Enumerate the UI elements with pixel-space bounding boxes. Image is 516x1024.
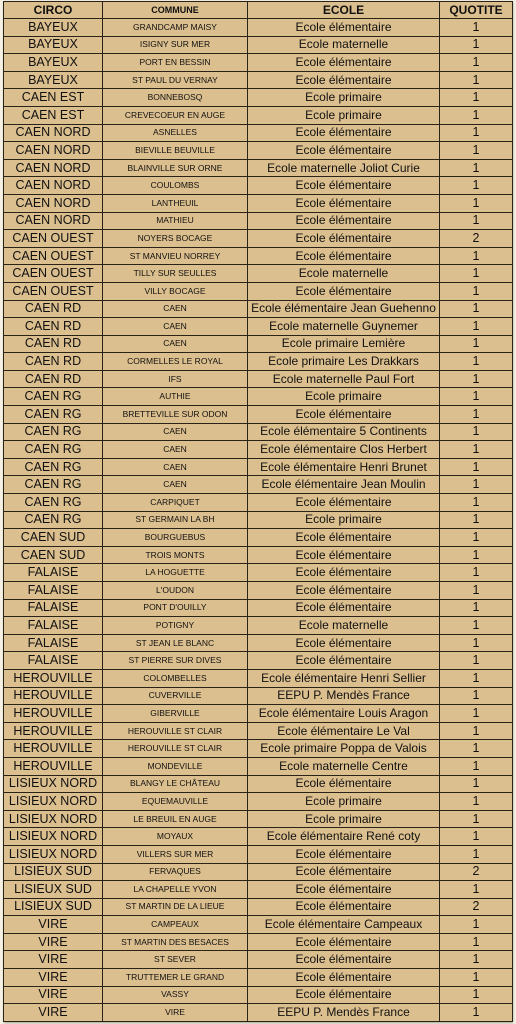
header-ecole: ECOLE bbox=[248, 2, 440, 19]
ecole-cell: Ecole élémentaire Jean Moulin bbox=[248, 476, 440, 494]
commune-cell: GRANDCAMP MAISY bbox=[103, 19, 248, 37]
table-row bbox=[4, 494, 513, 512]
commune-cell: VILLERS SUR MER bbox=[103, 845, 248, 863]
commune-cell: CAEN bbox=[103, 335, 248, 353]
table-row bbox=[4, 406, 513, 424]
commune-cell: BLANGY LE CHÂTEAU bbox=[103, 775, 248, 793]
commune-cell: ST GERMAIN LA BH bbox=[103, 511, 248, 529]
quotite-cell: 1 bbox=[440, 969, 513, 987]
circo-cell: CAEN NORD bbox=[4, 177, 103, 195]
commune-cell: COULOMBS bbox=[103, 177, 248, 195]
circo-cell: CAEN RD bbox=[4, 370, 103, 388]
ecole-cell: Ecole élémentaire Henri Brunet bbox=[248, 458, 440, 476]
circo-cell: BAYEUX bbox=[4, 36, 103, 54]
ecole-cell: Ecole primaire Lemière bbox=[248, 335, 440, 353]
table-row bbox=[4, 476, 513, 494]
table-row bbox=[4, 757, 513, 775]
quotite-cell: 1 bbox=[440, 265, 513, 283]
commune-cell: ST PAUL DU VERNAY bbox=[103, 71, 248, 89]
ecole-cell: Ecole élémentaire bbox=[248, 898, 440, 916]
table-row bbox=[4, 142, 513, 160]
commune-cell: CAEN bbox=[103, 476, 248, 494]
circo-cell: HEROUVILLE bbox=[4, 757, 103, 775]
commune-cell: BIEVILLE BEUVILLE bbox=[103, 142, 248, 160]
ecole-cell: Ecole élémentaire bbox=[248, 124, 440, 142]
ecole-cell: Ecole élémentaire bbox=[248, 582, 440, 600]
circo-cell: FALAISE bbox=[4, 599, 103, 617]
commune-cell: HEROUVILLE ST CLAIR bbox=[103, 740, 248, 758]
ecole-cell: Ecole primaire bbox=[248, 89, 440, 107]
quotite-cell: 1 bbox=[440, 370, 513, 388]
circo-cell: CAEN RG bbox=[4, 511, 103, 529]
circo-cell: CAEN OUEST bbox=[4, 230, 103, 248]
table-row bbox=[4, 282, 513, 300]
commune-cell: CAMPEAUX bbox=[103, 916, 248, 934]
circo-cell: FALAISE bbox=[4, 564, 103, 582]
circo-cell: CAEN RG bbox=[4, 423, 103, 441]
ecole-cell: Ecole élémentaire Jean Guehenno bbox=[248, 300, 440, 318]
circo-cell: CAEN RD bbox=[4, 353, 103, 371]
commune-cell: CAEN bbox=[103, 300, 248, 318]
circo-cell: CAEN RG bbox=[4, 458, 103, 476]
quotite-cell: 1 bbox=[440, 247, 513, 265]
table-row bbox=[4, 106, 513, 124]
quotite-cell: 1 bbox=[440, 916, 513, 934]
table-row bbox=[4, 230, 513, 248]
quotite-cell: 1 bbox=[440, 511, 513, 529]
header-circo: CIRCO bbox=[4, 2, 103, 19]
ecole-cell: Ecole maternelle Paul Fort bbox=[248, 370, 440, 388]
table-row bbox=[4, 564, 513, 582]
table-row bbox=[4, 159, 513, 177]
circo-cell: HEROUVILLE bbox=[4, 705, 103, 723]
circo-cell: CAEN RG bbox=[4, 476, 103, 494]
ecole-cell: Ecole élémentaire bbox=[248, 54, 440, 72]
circo-cell: BAYEUX bbox=[4, 54, 103, 72]
quotite-cell: 1 bbox=[440, 881, 513, 899]
quotite-cell: 1 bbox=[440, 212, 513, 230]
quotite-cell: 1 bbox=[440, 810, 513, 828]
circo-cell: LISIEUX NORD bbox=[4, 845, 103, 863]
table-row bbox=[4, 1004, 513, 1022]
circo-cell: VIRE bbox=[4, 1004, 103, 1022]
table-row bbox=[4, 652, 513, 670]
table-row bbox=[4, 353, 513, 371]
commune-cell: COLOMBELLES bbox=[103, 669, 248, 687]
quotite-cell: 1 bbox=[440, 124, 513, 142]
commune-cell: ST MARTIN DES BESACES bbox=[103, 933, 248, 951]
commune-cell: TILLY SUR SEULLES bbox=[103, 265, 248, 283]
ecole-cell: Ecole primaire bbox=[248, 106, 440, 124]
circo-cell: VIRE bbox=[4, 986, 103, 1004]
quotite-cell: 1 bbox=[440, 986, 513, 1004]
commune-cell: POTIGNY bbox=[103, 617, 248, 635]
quotite-cell: 1 bbox=[440, 177, 513, 195]
ecole-cell: Ecole élémentaire bbox=[248, 230, 440, 248]
quotite-cell: 1 bbox=[440, 106, 513, 124]
circo-cell: CAEN NORD bbox=[4, 212, 103, 230]
quotite-cell: 1 bbox=[440, 159, 513, 177]
ecole-cell: Ecole élémentaire bbox=[248, 546, 440, 564]
commune-cell: VILLY BOCAGE bbox=[103, 282, 248, 300]
circo-cell: VIRE bbox=[4, 951, 103, 969]
commune-cell: TROIS MONTS bbox=[103, 546, 248, 564]
ecole-cell: Ecole élémentaire bbox=[248, 775, 440, 793]
commune-cell: PORT EN BESSIN bbox=[103, 54, 248, 72]
quotite-cell: 1 bbox=[440, 652, 513, 670]
table-row bbox=[4, 687, 513, 705]
ecole-cell: Ecole élémentaire bbox=[248, 177, 440, 195]
commune-cell: CAEN bbox=[103, 318, 248, 336]
commune-cell: L'OUDON bbox=[103, 582, 248, 600]
table-row bbox=[4, 599, 513, 617]
ecole-cell: EEPU P. Mendès France bbox=[248, 687, 440, 705]
quotite-cell: 1 bbox=[440, 1004, 513, 1022]
commune-cell: FERVAQUES bbox=[103, 863, 248, 881]
quotite-cell: 1 bbox=[440, 757, 513, 775]
quotite-cell: 1 bbox=[440, 388, 513, 406]
table-row bbox=[4, 916, 513, 934]
table-row bbox=[4, 969, 513, 987]
quotite-cell: 1 bbox=[440, 300, 513, 318]
circo-cell: CAEN NORD bbox=[4, 142, 103, 160]
circo-cell: LISIEUX NORD bbox=[4, 810, 103, 828]
commune-cell: ST PIERRE SUR DIVES bbox=[103, 652, 248, 670]
quotite-cell: 1 bbox=[440, 705, 513, 723]
circo-cell: CAEN NORD bbox=[4, 159, 103, 177]
ecole-cell: Ecole élémentaire bbox=[248, 282, 440, 300]
table-row bbox=[4, 582, 513, 600]
ecole-cell: Ecole élémentaire bbox=[248, 881, 440, 899]
table-row bbox=[4, 705, 513, 723]
ecole-cell: EEPU P. Mendès France bbox=[248, 1004, 440, 1022]
circo-cell: VIRE bbox=[4, 916, 103, 934]
quotite-cell: 1 bbox=[440, 476, 513, 494]
quotite-cell: 1 bbox=[440, 775, 513, 793]
circo-cell: LISIEUX SUD bbox=[4, 881, 103, 899]
commune-cell: CREVECOEUR EN AUGE bbox=[103, 106, 248, 124]
quotite-cell: 1 bbox=[440, 529, 513, 547]
table-row bbox=[4, 617, 513, 635]
table-row bbox=[4, 529, 513, 547]
table-row bbox=[4, 828, 513, 846]
commune-cell: CAEN bbox=[103, 458, 248, 476]
table-row bbox=[4, 36, 513, 54]
table-row bbox=[4, 423, 513, 441]
commune-cell: CORMELLES LE ROYAL bbox=[103, 353, 248, 371]
quotite-cell: 1 bbox=[440, 951, 513, 969]
table-row bbox=[4, 212, 513, 230]
quotite-cell: 1 bbox=[440, 828, 513, 846]
commune-cell: ST MARTIN DE LA LIEUE bbox=[103, 898, 248, 916]
circo-cell: HEROUVILLE bbox=[4, 669, 103, 687]
table-row bbox=[4, 89, 513, 107]
ecole-cell: Ecole élémentaire bbox=[248, 71, 440, 89]
commune-cell: BOURGUEBUS bbox=[103, 529, 248, 547]
commune-cell: CAEN bbox=[103, 441, 248, 459]
ecole-cell: Ecole élémentaire bbox=[248, 951, 440, 969]
quotite-cell: 1 bbox=[440, 564, 513, 582]
commune-cell: CARPIQUET bbox=[103, 494, 248, 512]
ecole-cell: Ecole élémentaire bbox=[248, 406, 440, 424]
circo-cell: CAEN NORD bbox=[4, 124, 103, 142]
circo-cell: CAEN RG bbox=[4, 441, 103, 459]
circo-cell: CAEN OUEST bbox=[4, 282, 103, 300]
ecole-cell: Ecole primaire bbox=[248, 388, 440, 406]
commune-cell: HEROUVILLE ST CLAIR bbox=[103, 722, 248, 740]
commune-cell: AUTHIE bbox=[103, 388, 248, 406]
commune-cell: ISIGNY SUR MER bbox=[103, 36, 248, 54]
ecole-cell: Ecole élémentaire bbox=[248, 19, 440, 37]
circo-cell: CAEN RD bbox=[4, 335, 103, 353]
table-row bbox=[4, 898, 513, 916]
table-row bbox=[4, 634, 513, 652]
circo-cell: BAYEUX bbox=[4, 71, 103, 89]
quotite-cell: 1 bbox=[440, 194, 513, 212]
table-row bbox=[4, 740, 513, 758]
circo-cell: LISIEUX NORD bbox=[4, 828, 103, 846]
circo-cell: VIRE bbox=[4, 969, 103, 987]
table-row bbox=[4, 810, 513, 828]
commune-cell: VASSY bbox=[103, 986, 248, 1004]
commune-cell: NOYERS BOCAGE bbox=[103, 230, 248, 248]
table-row bbox=[4, 194, 513, 212]
circo-cell: CAEN RD bbox=[4, 300, 103, 318]
commune-cell: LA HOGUETTE bbox=[103, 564, 248, 582]
quotite-cell: 1 bbox=[440, 36, 513, 54]
ecole-cell: Ecole élémentaire bbox=[248, 599, 440, 617]
commune-cell: LE BREUIL EN AUGE bbox=[103, 810, 248, 828]
commune-cell: BONNEBOSQ bbox=[103, 89, 248, 107]
quotite-cell: 1 bbox=[440, 793, 513, 811]
table-row bbox=[4, 124, 513, 142]
circo-cell: CAEN NORD bbox=[4, 194, 103, 212]
ecole-cell: Ecole élémentaire bbox=[248, 933, 440, 951]
quotite-cell: 1 bbox=[440, 722, 513, 740]
ecole-cell: Ecole primaire bbox=[248, 511, 440, 529]
quotite-cell: 1 bbox=[440, 423, 513, 441]
circo-cell: HEROUVILLE bbox=[4, 740, 103, 758]
quotite-cell: 1 bbox=[440, 89, 513, 107]
table-row bbox=[4, 71, 513, 89]
school-quota-sheet bbox=[3, 1, 512, 1022]
ecole-cell: Ecole maternelle Guynemer bbox=[248, 318, 440, 336]
table-row bbox=[4, 458, 513, 476]
circo-cell: VIRE bbox=[4, 933, 103, 951]
table-row bbox=[4, 546, 513, 564]
quotite-cell: 1 bbox=[440, 494, 513, 512]
commune-cell: LANTHEUIL bbox=[103, 194, 248, 212]
quotite-cell: 1 bbox=[440, 71, 513, 89]
quotite-cell: 1 bbox=[440, 353, 513, 371]
ecole-cell: Ecole élémentaire bbox=[248, 986, 440, 1004]
table-row bbox=[4, 441, 513, 459]
commune-cell: ST SEVER bbox=[103, 951, 248, 969]
ecole-cell: Ecole maternelle Joliot Curie bbox=[248, 159, 440, 177]
quotite-cell: 1 bbox=[440, 54, 513, 72]
circo-cell: LISIEUX NORD bbox=[4, 775, 103, 793]
header-quotite: QUOTITE bbox=[440, 2, 513, 19]
circo-cell: CAEN RG bbox=[4, 494, 103, 512]
table-body bbox=[4, 19, 513, 1022]
table-row bbox=[4, 845, 513, 863]
commune-cell: PONT D'OUILLY bbox=[103, 599, 248, 617]
header-commune: COMMUNE bbox=[103, 2, 248, 19]
table-row bbox=[4, 247, 513, 265]
ecole-cell: Ecole élémentaire bbox=[248, 194, 440, 212]
circo-cell: CAEN SUD bbox=[4, 529, 103, 547]
quotite-cell: 1 bbox=[440, 441, 513, 459]
table-row bbox=[4, 863, 513, 881]
ecole-cell: Ecole élémentaire Henri Sellier bbox=[248, 669, 440, 687]
commune-cell: LA CHAPELLE YVON bbox=[103, 881, 248, 899]
circo-cell: FALAISE bbox=[4, 634, 103, 652]
quotite-cell: 1 bbox=[440, 142, 513, 160]
ecole-cell: Ecole élémentaire Clos Herbert bbox=[248, 441, 440, 459]
table-row bbox=[4, 265, 513, 283]
circo-cell: CAEN RG bbox=[4, 388, 103, 406]
circo-cell: HEROUVILLE bbox=[4, 722, 103, 740]
circo-cell: BAYEUX bbox=[4, 19, 103, 37]
circo-cell: LISIEUX SUD bbox=[4, 863, 103, 881]
circo-cell: CAEN OUEST bbox=[4, 265, 103, 283]
ecole-cell: Ecole primaire Poppa de Valois bbox=[248, 740, 440, 758]
ecole-cell: Ecole élémentaire Le Val bbox=[248, 722, 440, 740]
circo-cell: CAEN EST bbox=[4, 89, 103, 107]
ecole-cell: Ecole élémentaire bbox=[248, 529, 440, 547]
table-row bbox=[4, 54, 513, 72]
quotite-cell: 1 bbox=[440, 282, 513, 300]
quotite-cell: 2 bbox=[440, 863, 513, 881]
table-row bbox=[4, 335, 513, 353]
quotite-cell: 1 bbox=[440, 634, 513, 652]
table-row bbox=[4, 370, 513, 388]
table-row bbox=[4, 388, 513, 406]
quotite-cell: 1 bbox=[440, 458, 513, 476]
table-row bbox=[4, 951, 513, 969]
ecole-cell: Ecole élémentaire René coty bbox=[248, 828, 440, 846]
commune-cell: ST JEAN LE BLANC bbox=[103, 634, 248, 652]
quotite-cell: 1 bbox=[440, 687, 513, 705]
commune-cell: IFS bbox=[103, 370, 248, 388]
table-row bbox=[4, 19, 513, 37]
school-quota-table bbox=[3, 1, 513, 1022]
quotite-cell: 1 bbox=[440, 740, 513, 758]
commune-cell: CUVERVILLE bbox=[103, 687, 248, 705]
quotite-cell: 1 bbox=[440, 318, 513, 336]
quotite-cell: 1 bbox=[440, 406, 513, 424]
table-row bbox=[4, 775, 513, 793]
ecole-cell: Ecole maternelle bbox=[248, 265, 440, 283]
ecole-cell: Ecole primaire bbox=[248, 810, 440, 828]
circo-cell: CAEN OUEST bbox=[4, 247, 103, 265]
ecole-cell: Ecole maternelle Centre bbox=[248, 757, 440, 775]
quotite-cell: 1 bbox=[440, 335, 513, 353]
circo-cell: FALAISE bbox=[4, 582, 103, 600]
ecole-cell: Ecole maternelle bbox=[248, 617, 440, 635]
ecole-cell: Ecole élémentaire Campeaux bbox=[248, 916, 440, 934]
circo-cell: FALAISE bbox=[4, 617, 103, 635]
commune-cell: TRUTTEMER LE GRAND bbox=[103, 969, 248, 987]
commune-cell: VIRE bbox=[103, 1004, 248, 1022]
circo-cell: CAEN EST bbox=[4, 106, 103, 124]
commune-cell: GIBERVILLE bbox=[103, 705, 248, 723]
table-row bbox=[4, 511, 513, 529]
commune-cell: BRETTEVILLE SUR ODON bbox=[103, 406, 248, 424]
ecole-cell: Ecole maternelle bbox=[248, 36, 440, 54]
ecole-cell: Ecole primaire Les Drakkars bbox=[248, 353, 440, 371]
table-header-row bbox=[4, 2, 513, 19]
ecole-cell: Ecole élémentaire bbox=[248, 845, 440, 863]
circo-cell: HEROUVILLE bbox=[4, 687, 103, 705]
ecole-cell: Ecole élémentaire bbox=[248, 634, 440, 652]
quotite-cell: 1 bbox=[440, 19, 513, 37]
table-row bbox=[4, 300, 513, 318]
circo-cell: CAEN SUD bbox=[4, 546, 103, 564]
ecole-cell: Ecole élémentaire bbox=[248, 652, 440, 670]
commune-cell: MONDEVILLE bbox=[103, 757, 248, 775]
commune-cell: ST MANVIEU NORREY bbox=[103, 247, 248, 265]
quotite-cell: 1 bbox=[440, 617, 513, 635]
circo-cell: LISIEUX NORD bbox=[4, 793, 103, 811]
circo-cell: FALAISE bbox=[4, 652, 103, 670]
circo-cell: CAEN RD bbox=[4, 318, 103, 336]
ecole-cell: Ecole élémentaire bbox=[248, 863, 440, 881]
quotite-cell: 1 bbox=[440, 599, 513, 617]
commune-cell: ASNELLES bbox=[103, 124, 248, 142]
commune-cell: MOYAUX bbox=[103, 828, 248, 846]
ecole-cell: Ecole élémentaire bbox=[248, 247, 440, 265]
ecole-cell: Ecole élémentaire bbox=[248, 142, 440, 160]
circo-cell: LISIEUX SUD bbox=[4, 898, 103, 916]
commune-cell: EQUEMAUVILLE bbox=[103, 793, 248, 811]
ecole-cell: Ecole élémentaire bbox=[248, 212, 440, 230]
quotite-cell: 2 bbox=[440, 230, 513, 248]
circo-cell: CAEN RG bbox=[4, 406, 103, 424]
ecole-cell: Ecole élémentaire bbox=[248, 564, 440, 582]
table-row bbox=[4, 793, 513, 811]
commune-cell: BLAINVILLE SUR ORNE bbox=[103, 159, 248, 177]
quotite-cell: 2 bbox=[440, 898, 513, 916]
commune-cell: MATHIEU bbox=[103, 212, 248, 230]
quotite-cell: 1 bbox=[440, 933, 513, 951]
ecole-cell: Ecole élémentaire Louis Aragon bbox=[248, 705, 440, 723]
ecole-cell: Ecole élémentaire bbox=[248, 969, 440, 987]
quotite-cell: 1 bbox=[440, 582, 513, 600]
table-row bbox=[4, 318, 513, 336]
quotite-cell: 1 bbox=[440, 669, 513, 687]
ecole-cell: Ecole élémentaire 5 Continents bbox=[248, 423, 440, 441]
commune-cell: CAEN bbox=[103, 423, 248, 441]
ecole-cell: Ecole élémentaire bbox=[248, 494, 440, 512]
quotite-cell: 1 bbox=[440, 845, 513, 863]
table-row bbox=[4, 881, 513, 899]
table-row bbox=[4, 177, 513, 195]
table-row bbox=[4, 986, 513, 1004]
table-row bbox=[4, 669, 513, 687]
table-row bbox=[4, 722, 513, 740]
quotite-cell: 1 bbox=[440, 546, 513, 564]
table-row bbox=[4, 933, 513, 951]
ecole-cell: Ecole primaire bbox=[248, 793, 440, 811]
